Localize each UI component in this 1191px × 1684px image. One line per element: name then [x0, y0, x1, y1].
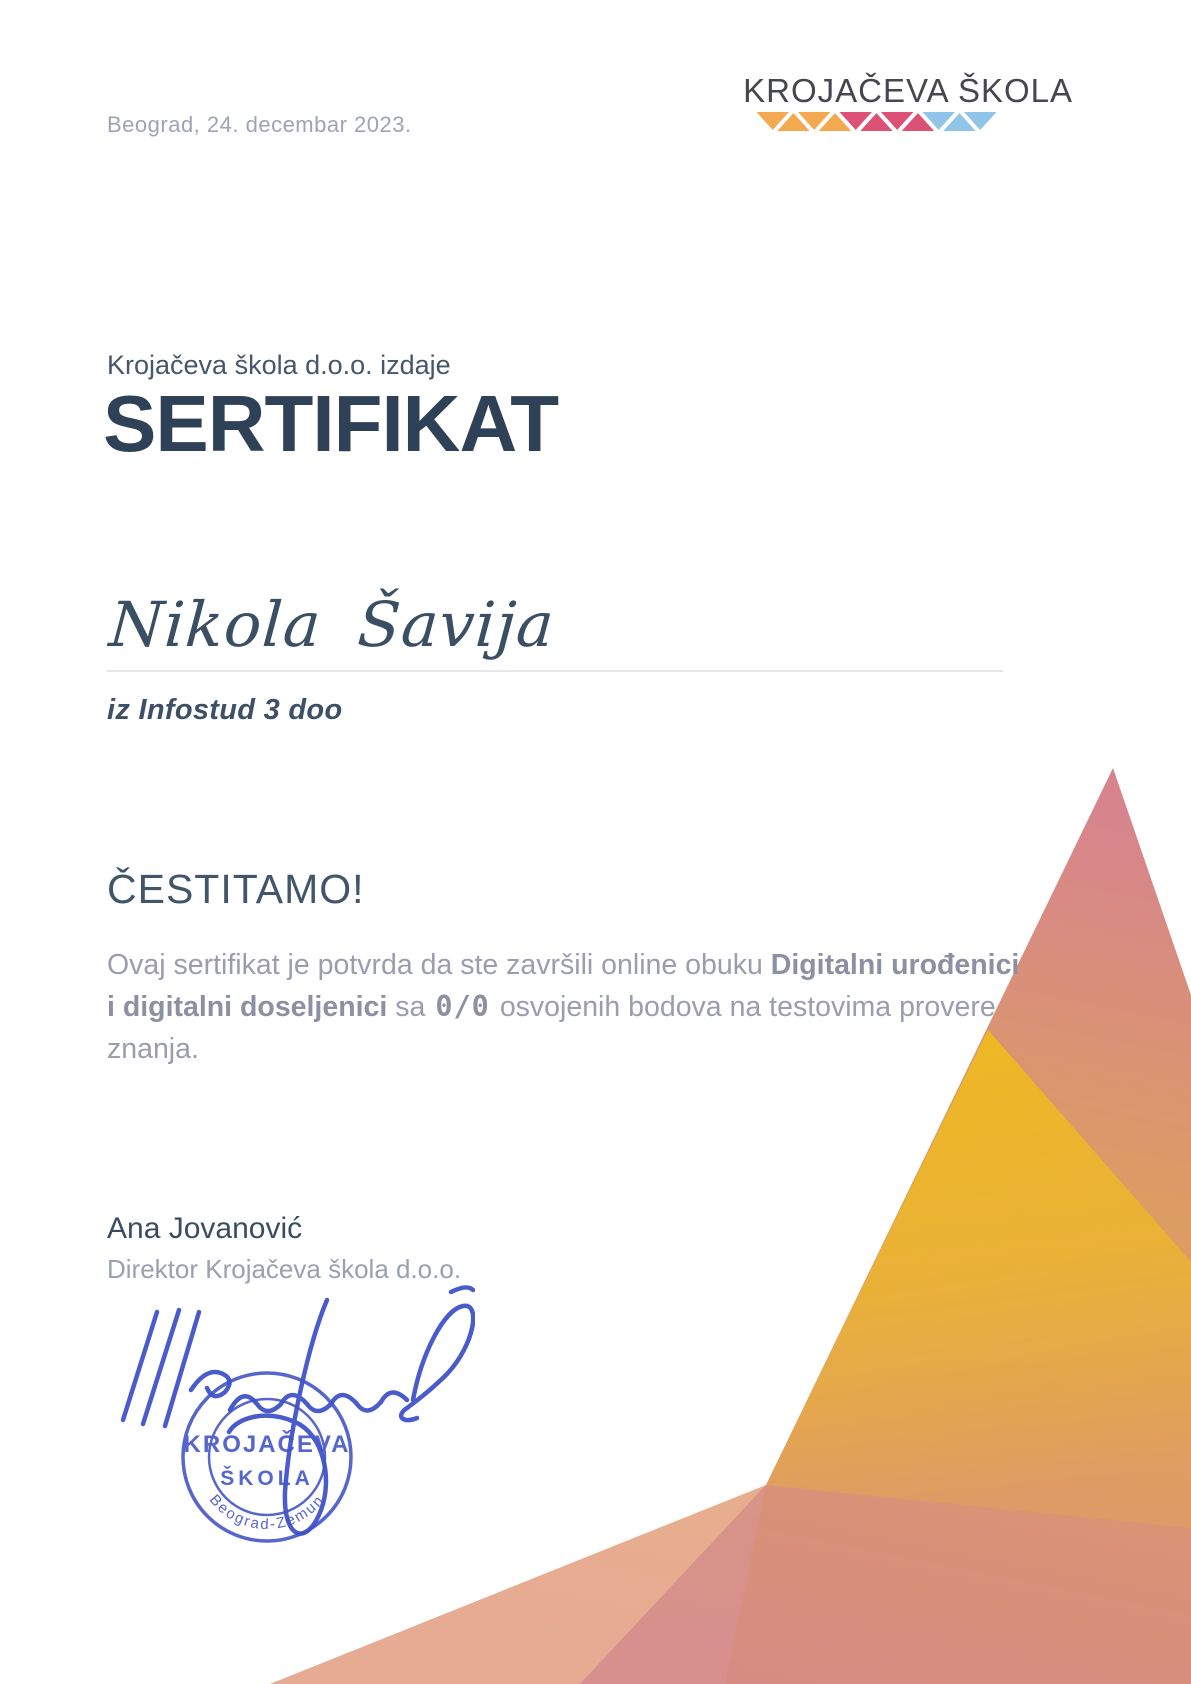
signer-title: Direktor Krojačeva škola d.o.o.	[107, 1254, 462, 1284]
congrats-heading: ČESTITAMO!	[107, 866, 365, 912]
signature-stamp-graphic	[95, 1282, 475, 1582]
recipient-company: iz Infostud 3 doo	[107, 694, 343, 726]
stamp-text-line1: KROJAČEVA	[183, 1431, 351, 1458]
certificate-body	[107, 944, 1022, 1071]
issue-date: Beograd, 24. decembar 2023.	[107, 112, 412, 137]
logo-wordmark: KROJAČEVA ŠKOLA	[743, 72, 1073, 109]
body-text-before: Ovaj sertifikat je potvrda da ste završili online obuku	[107, 949, 771, 981]
signer-name: Ana Jovanović	[107, 1212, 303, 1245]
body-text-after: osvojenih bodova na testovima provere znanja.	[107, 991, 996, 1066]
recipient-name: Nikola Šavija	[107, 588, 558, 661]
course-name-bold: Digitalni urođenici i digitalni doseljenici	[107, 949, 1020, 1024]
round-stamp	[183, 1373, 351, 1541]
stamp-arc-text: Beograd-Zemun	[205, 1491, 329, 1534]
signature-scribble	[123, 1287, 473, 1533]
logo-triangles-icon	[752, 110, 1001, 133]
issuer-line: Krojačeva škola d.o.o. izdaje	[107, 350, 451, 380]
body-text-middle: sa	[387, 991, 426, 1024]
certificate-title: SERTIFIKAT	[103, 379, 559, 468]
stamp-text-line2: ŠKOLA	[220, 1467, 314, 1490]
name-underline	[107, 670, 1003, 672]
score-value: 0/0	[435, 990, 490, 1024]
